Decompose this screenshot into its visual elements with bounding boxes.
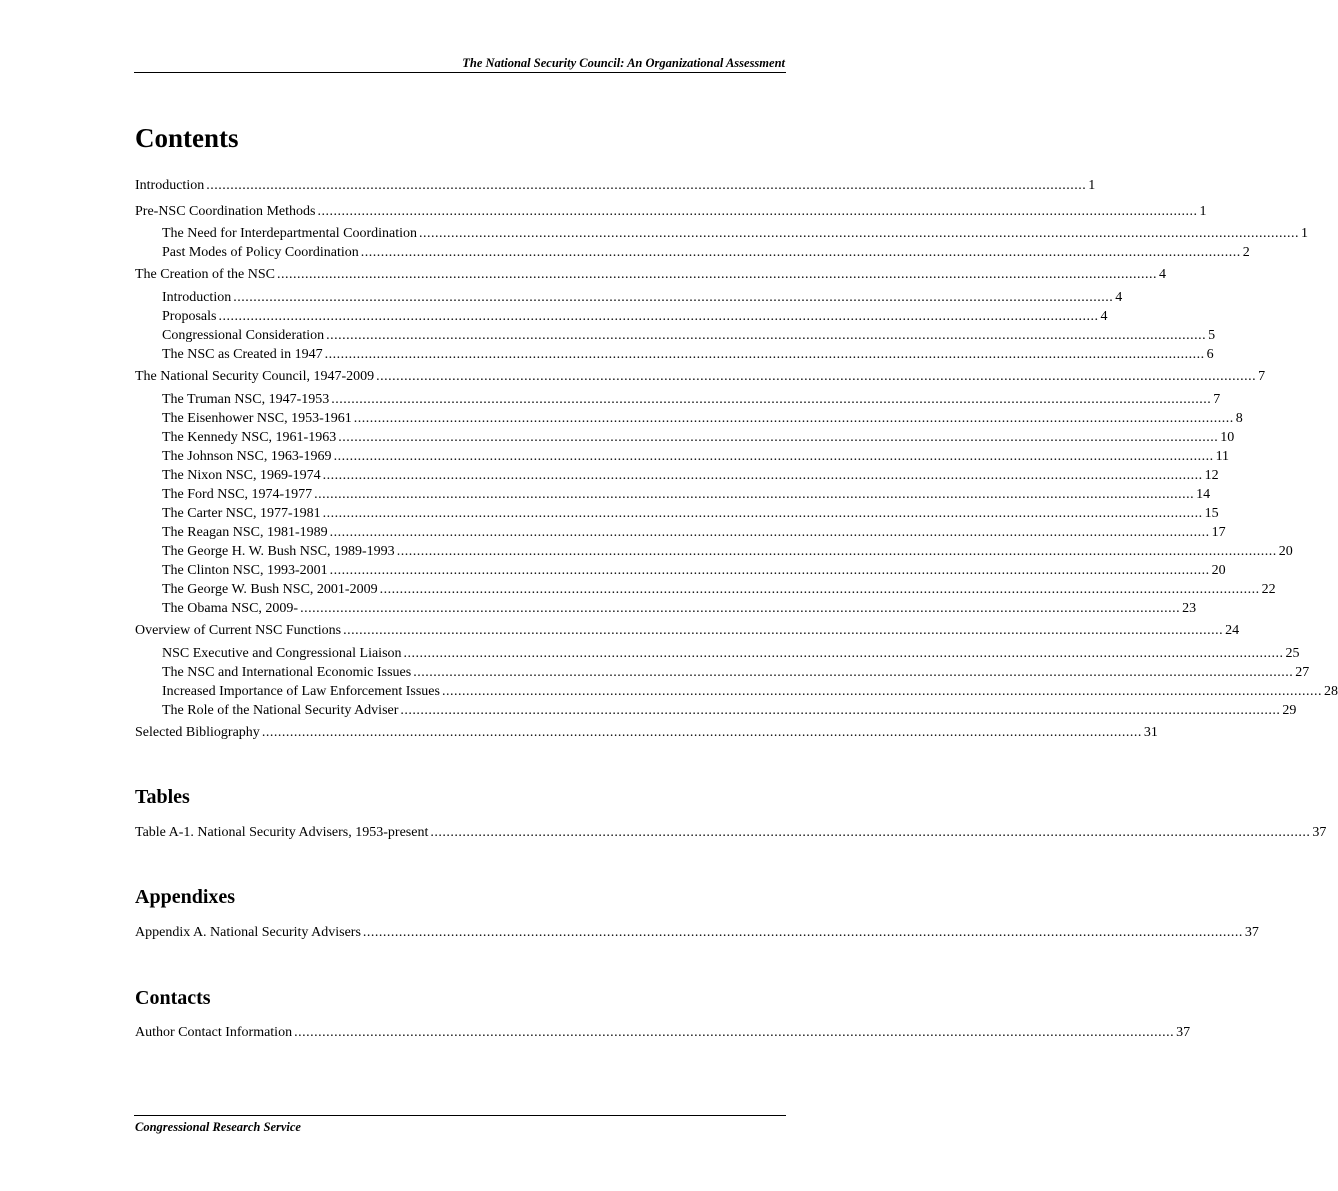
toc-entry-title: The Ford NSC, 1974-1977: [162, 487, 313, 502]
toc-entry-page: 6: [1206, 347, 1214, 362]
toc-entry-page: 15: [1204, 506, 1219, 521]
leader-dots: ............................................................................................................................................................................................................................: [314, 487, 1195, 502]
leader-dots: ............................................................................................................................................................................................................................: [353, 411, 1234, 426]
toc-entry-title: The George W. Bush NSC, 2001-2009: [162, 582, 378, 597]
toc-entry-title: The Kennedy NSC, 1961-1963: [162, 430, 337, 445]
footer-rule: [134, 1115, 786, 1116]
leader-dots: ............................................................................................................................................................................................................................: [317, 204, 1198, 219]
toc-entry-page: 4: [1100, 309, 1108, 324]
leader-dots: ............................................................................................................................................................................................................................: [333, 449, 1214, 464]
leader-dots: ............................................................................................................................................................................................................................: [441, 684, 1322, 699]
toc-entry-title: The NSC as Created in 1947: [162, 347, 323, 362]
toc-entry-page: 24: [1225, 623, 1240, 638]
toc-entry-title: The Truman NSC, 1947-1953: [162, 392, 330, 407]
leader-dots: ............................................................................................................................................................................................................................: [338, 430, 1219, 445]
leader-dots: ............................................................................................................................................................................................................................: [403, 646, 1284, 661]
toc-entry-page: 11: [1215, 449, 1230, 464]
toc-entry-title: The NSC and International Economic Issues: [162, 665, 412, 680]
toc-entry-title: Table A-1. National Security Advisers, 1953-present: [135, 825, 429, 840]
toc-entry-title: Introduction: [162, 290, 232, 305]
leader-dots: ............................................................................................................................................................................................................................: [343, 623, 1224, 638]
toc-entry-page: 37: [1312, 825, 1327, 840]
toc-subentry[interactable]: [162, 664, 1310, 682]
toc-entry-title: The Clinton NSC, 1993-2001: [162, 563, 328, 578]
toc-subentry[interactable]: [162, 391, 1221, 409]
toc-entry-page: 20: [1211, 563, 1226, 578]
toc-entry[interactable]: [135, 177, 1096, 195]
toc-entry-page: 17: [1211, 525, 1226, 540]
toc-subentry[interactable]: [162, 410, 1243, 428]
leader-dots: ............................................................................................................................................................................................................................: [362, 925, 1243, 940]
toc-subentry[interactable]: [162, 581, 1276, 599]
leader-dots: ............................................................................................................................................................................................................................: [276, 267, 1157, 282]
leader-dots: ............................................................................................................................................................................................................................: [300, 601, 1181, 616]
leader-dots: ............................................................................................................................................................................................................................: [419, 226, 1300, 241]
leader-dots: ............................................................................................................................................................................................................................: [430, 825, 1311, 840]
running-footer: Congressional Research Service: [135, 1120, 301, 1134]
toc-entry[interactable]: [135, 724, 1158, 742]
toc-entry-title: Introduction: [135, 178, 205, 193]
toc-subentry[interactable]: [162, 327, 1216, 345]
toc-subentry[interactable]: [162, 429, 1235, 447]
toc-subentry[interactable]: [162, 467, 1219, 485]
toc-entry-page: 28: [1323, 684, 1338, 699]
toc-subentry[interactable]: [162, 683, 1338, 701]
toc-entry-page: 5: [1208, 328, 1216, 343]
leader-dots: ............................................................................................................................................................................................................................: [261, 725, 1142, 740]
toc-entry-title: The Johnson NSC, 1963-1969: [162, 449, 332, 464]
toc-entry-title: Pre-NSC Coordination Methods: [135, 204, 316, 219]
toc-entry-page: 23: [1182, 601, 1197, 616]
toc-entry-page: 27: [1295, 665, 1310, 680]
toc-subentry[interactable]: [162, 524, 1226, 542]
toc-entry-title: The National Security Council, 1947-2009: [135, 369, 375, 384]
contacts-entry[interactable]: [135, 1024, 1191, 1042]
leader-dots: ............................................................................................................................................................................................................................: [379, 582, 1260, 597]
toc-subentry[interactable]: [162, 289, 1123, 307]
toc-entry-page: 1: [1088, 178, 1096, 193]
toc-entry-title: Appendix A. National Security Advisers: [135, 925, 361, 940]
toc-entry-title: The Nixon NSC, 1969-1974: [162, 468, 321, 483]
toc-entry-title: The George H. W. Bush NSC, 1989-1993: [162, 544, 395, 559]
toc-entry-title: The Obama NSC, 2009-: [162, 601, 299, 616]
toc-entry-title: Past Modes of Policy Coordination: [162, 245, 359, 260]
toc-entry-title: Increased Importance of Law Enforcement Issues: [162, 684, 440, 699]
toc-entry-title: NSC Executive and Congressional Liaison: [162, 646, 402, 661]
appendixes-entry[interactable]: [135, 924, 1259, 942]
leader-dots: ............................................................................................................................................................................................................................: [329, 563, 1210, 578]
toc-entry-title: The Reagan NSC, 1981-1989: [162, 525, 328, 540]
leader-dots: ............................................................................................................................................................................................................................: [413, 665, 1294, 680]
toc-subentry[interactable]: [162, 448, 1230, 466]
toc-entry-title: Proposals: [162, 309, 217, 324]
leader-dots: ............................................................................................................................................................................................................................: [322, 468, 1203, 483]
appendixes-heading: Appendixes: [135, 886, 236, 908]
toc-entry-title: The Carter NSC, 1977-1981: [162, 506, 321, 521]
toc-entry-page: 2: [1242, 245, 1250, 260]
toc-subentry[interactable]: [162, 244, 1250, 262]
toc-entry-title: Overview of Current NSC Functions: [135, 623, 342, 638]
contacts-heading: Contacts: [135, 987, 211, 1009]
toc-entry-page: 8: [1235, 411, 1243, 426]
leader-dots: ............................................................................................................................................................................................................................: [400, 703, 1281, 718]
toc-entry-page: 7: [1213, 392, 1221, 407]
toc-entry[interactable]: [135, 368, 1266, 386]
toc-entry-title: Selected Bibliography: [135, 725, 260, 740]
toc-entry-page: 37: [1176, 1025, 1191, 1040]
toc-entry-page: 1: [1199, 204, 1207, 219]
toc-subentry[interactable]: [162, 308, 1108, 326]
toc-entry-title: Congressional Consideration: [162, 328, 325, 343]
leader-dots: ............................................................................................................................................................................................................................: [322, 506, 1203, 521]
page-title: Contents: [135, 123, 239, 153]
toc-subentry[interactable]: [162, 702, 1297, 720]
toc-entry-title: The Need for Interdepartmental Coordination: [162, 226, 418, 241]
leader-dots: ............................................................................................................................................................................................................................: [331, 392, 1212, 407]
toc-entry-page: 31: [1143, 725, 1158, 740]
leader-dots: ............................................................................................................................................................................................................................: [233, 290, 1114, 305]
toc-subentry[interactable]: [162, 543, 1293, 561]
leader-dots: ............................................................................................................................................................................................................................: [326, 328, 1207, 343]
toc-entry-title: The Role of the National Security Adviser: [162, 703, 399, 718]
toc-entry-page: 1: [1301, 226, 1309, 241]
toc-entry-page: 12: [1204, 468, 1219, 483]
leader-dots: ............................................................................................................................................................................................................................: [324, 347, 1205, 362]
toc-entry-page: 7: [1258, 369, 1266, 384]
leader-dots: ............................................................................................................................................................................................................................: [360, 245, 1241, 260]
toc-entry-page: 10: [1220, 430, 1235, 445]
tables-heading: Tables: [135, 786, 190, 808]
toc-entry-title: The Eisenhower NSC, 1953-1961: [162, 411, 352, 426]
toc-subentry[interactable]: [162, 486, 1211, 504]
toc-entry[interactable]: [135, 622, 1240, 640]
toc-entry[interactable]: [135, 266, 1166, 284]
toc-entry-page: 37: [1244, 925, 1259, 940]
toc-entry-page: 4: [1115, 290, 1123, 305]
running-header: The National Security Council: An Organizational Assessment: [462, 56, 785, 70]
toc-subentry[interactable]: [162, 562, 1226, 580]
leader-dots: ............................................................................................................................................................................................................................: [376, 369, 1257, 384]
toc-entry-page: 25: [1285, 646, 1300, 661]
toc-subentry[interactable]: [162, 645, 1300, 663]
toc-entry-title: Author Contact Information: [135, 1025, 293, 1040]
toc-entry[interactable]: [135, 203, 1207, 221]
toc-entry-title: The Creation of the NSC: [135, 267, 275, 282]
toc-subentry[interactable]: [162, 600, 1197, 618]
leader-dots: ............................................................................................................................................................................................................................: [206, 178, 1087, 193]
tables-entry[interactable]: [135, 824, 1327, 842]
leader-dots: ............................................................................................................................................................................................................................: [294, 1025, 1175, 1040]
toc-entry-page: 20: [1278, 544, 1293, 559]
leader-dots: ............................................................................................................................................................................................................................: [218, 309, 1099, 324]
toc-subentry[interactable]: [162, 505, 1219, 523]
toc-subentry[interactable]: [162, 346, 1214, 364]
toc-entry-page: 22: [1261, 582, 1276, 597]
toc-entry-page: 4: [1158, 267, 1166, 282]
toc-entry-page: 14: [1196, 487, 1211, 502]
toc-subentry[interactable]: [162, 225, 1309, 243]
header-rule: [134, 72, 786, 73]
leader-dots: ............................................................................................................................................................................................................................: [329, 525, 1210, 540]
leader-dots: ............................................................................................................................................................................................................................: [396, 544, 1277, 559]
toc-entry-page: 29: [1282, 703, 1297, 718]
